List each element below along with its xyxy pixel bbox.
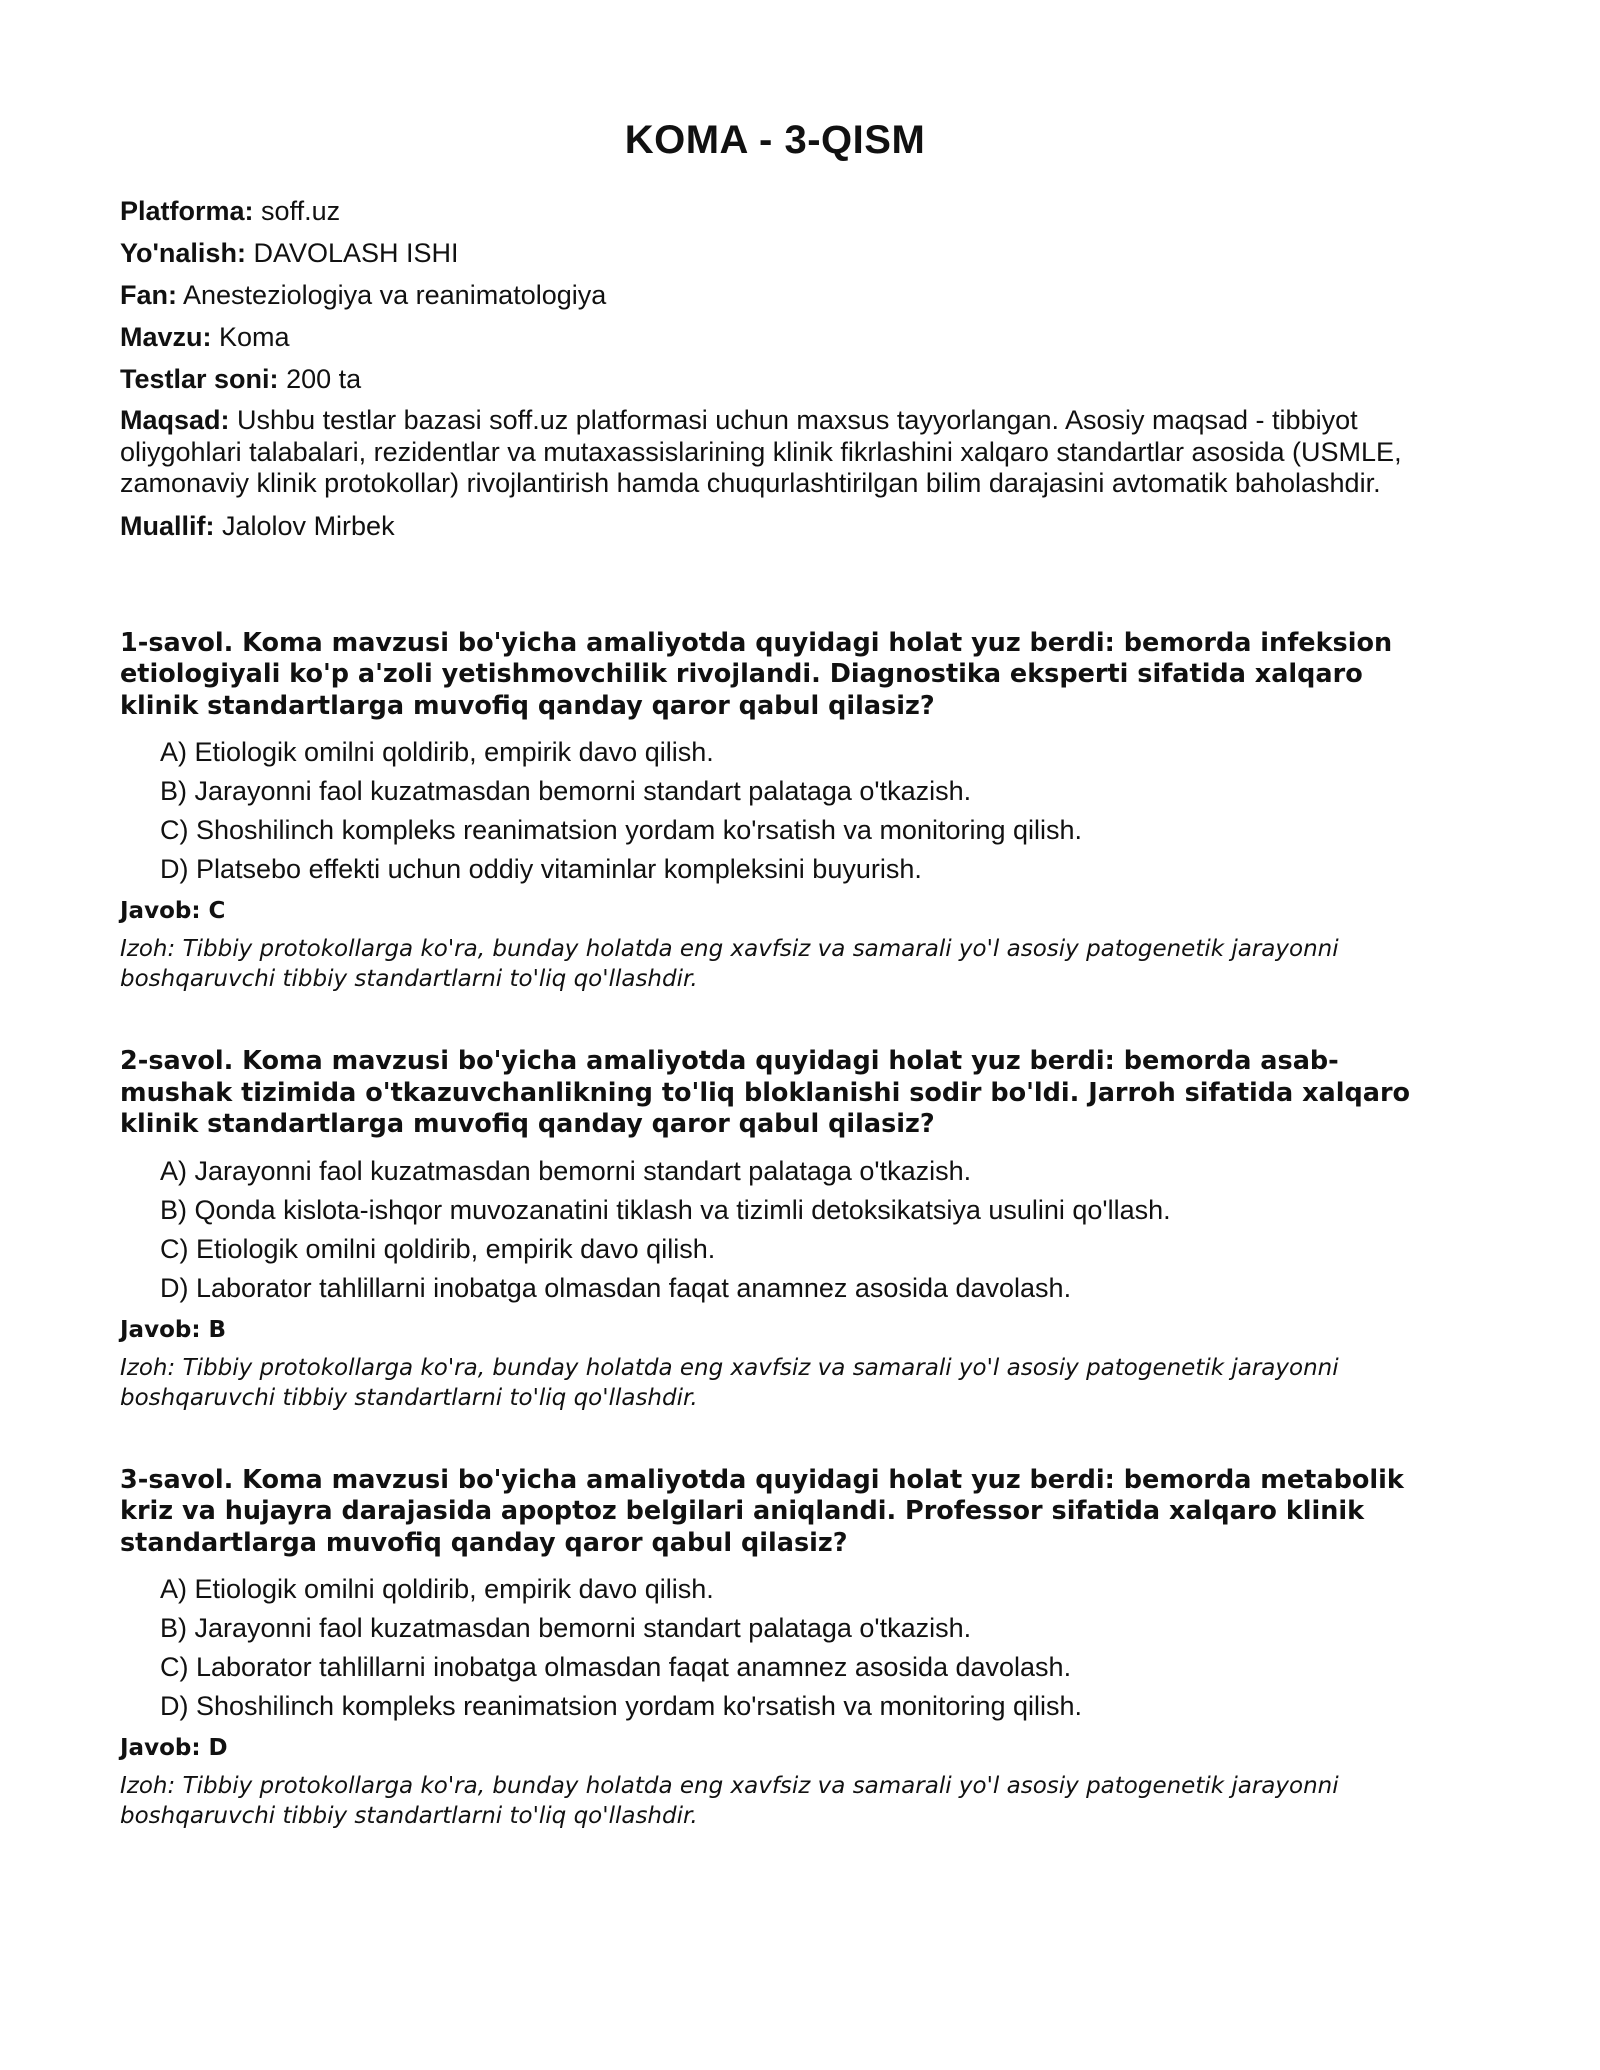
explanation-text: Izoh: Tibbiy protokollarga ko'ra, bunday holatda eng xavfsiz va samarali yo'l asosiy patogenetik jarayonni boshqaruvchi tibbiy standartlarni to'liq qo'llashdir. bbox=[120, 936, 1339, 992]
option-list bbox=[120, 736, 1430, 886]
meta-key: Mavzu: bbox=[120, 322, 212, 352]
option-b: B) Jarayonni faol kuzatmasdan bemorni standart palataga o'tkazish. bbox=[160, 1613, 972, 1643]
meta-value: soff.uz bbox=[261, 196, 341, 226]
answer-label: Javob: C bbox=[120, 898, 226, 924]
question-1 bbox=[120, 628, 1430, 995]
question-2 bbox=[120, 1046, 1430, 1413]
question-list bbox=[120, 628, 1430, 1832]
option-list bbox=[120, 1573, 1430, 1723]
option-list bbox=[120, 1155, 1430, 1305]
question-text: 2-savol. Koma mavzusi bo'yicha amaliyotda quyidagi holat yuz berdi: bemorda asab-mushak tizimida o'tkazuvchanlikning to'liq bloklanishi sodir bo'ldi. Jarroh sifatida xalqaro klinik standartlarga muvofiq qanday qaror qabul qilasiz? bbox=[120, 1046, 1411, 1139]
option-c: C) Shoshilinch kompleks reanimatsion yordam ko'rsatish va monitoring qilish. bbox=[160, 815, 1083, 845]
document-metadata bbox=[120, 195, 1430, 542]
answer-label: Javob: B bbox=[120, 1316, 227, 1343]
meta-mavzu bbox=[120, 321, 1430, 353]
option-d: D) Platsebo effekti uchun oddiy vitaminlar kompleksini buyurish. bbox=[160, 854, 922, 884]
question-3 bbox=[120, 1465, 1430, 1832]
meta-maqsad bbox=[120, 405, 1430, 500]
option-b: B) Jarayonni faol kuzatmasdan bemorni standart palataga o'tkazish. bbox=[160, 776, 972, 806]
page-title: KOMA - 3-QISM bbox=[624, 118, 926, 162]
option-a: A) Etiologik omilni qoldirib, empirik davo qilish. bbox=[160, 737, 714, 767]
meta-fan bbox=[120, 279, 1430, 311]
question-text: 3-savol. Koma mavzusi bo'yicha amaliyotda quyidagi holat yuz berdi: bemorda metabolik kriz va hujayra darajasida apoptoz belgilari aniqlandi. Professor sifatida xalqaro klinik standartlarga muvofiq qanday qaror qabul qilasiz? bbox=[120, 1464, 1404, 1558]
option-a: A) Etiologik omilni qoldirib, empirik davo qilish. bbox=[160, 1574, 714, 1604]
explanation-text: Izoh: Tibbiy protokollarga ko'ra, bunday holatda eng xavfsiz va samarali yo'l asosiy patogenetik jarayonni boshqaruvchi tibbiy standartlarni to'liq qo'llashdir. bbox=[120, 1773, 1339, 1829]
option-c: C) Laborator tahlillarni inobatga olmasdan faqat anamnez asosida davolash. bbox=[160, 1652, 1072, 1682]
meta-value: Ushbu testlar bazasi soff.uz platformasi uchun maxsus tayyorlangan. Asosiy maqsad - tibbiyot oliygohlari talabalari, rezidentlar va mutaxassislarining klinik fikrlashini xalqaro standartlar asosida (USMLE, zamonaviy klinik protokollar) rivojlantirish hamda chuqurlashtirilgan bilim darajasini avtomatik baholashdir. bbox=[120, 405, 1402, 498]
explanation-text: Izoh: Tibbiy protokollarga ko'ra, bunday holatda eng xavfsiz va samarali yo'l asosiy patogenetik jarayonni boshqaruvchi tibbiy standartlarni to'liq qo'llashdir. bbox=[120, 1354, 1339, 1411]
question-text: 1-savol. Koma mavzusi bo'yicha amaliyotda quyidagi holat yuz berdi: bemorda infeksion etiologiyali ko'p a'zoli yetishmovchilik rivojlandi. Diagnostika eksperti sifatida xalqaro klinik standartlarga muvofiq qanday qaror qabul qilasiz? bbox=[120, 627, 1393, 721]
meta-key: Fan: bbox=[120, 280, 177, 310]
meta-value: 200 ta bbox=[286, 364, 362, 394]
meta-value: DAVOLASH ISHI bbox=[253, 238, 459, 268]
meta-key: Platforma: bbox=[120, 196, 254, 226]
meta-value: Koma bbox=[219, 322, 290, 352]
meta-platforma bbox=[120, 195, 1430, 227]
option-d: D) Laborator tahlillarni inobatga olmasdan faqat anamnez asosida davolash. bbox=[160, 1272, 1072, 1303]
meta-key: Maqsad: bbox=[120, 405, 230, 435]
meta-muallif bbox=[120, 510, 1430, 542]
document-page bbox=[120, 118, 1430, 1883]
meta-yonalish bbox=[120, 237, 1430, 269]
answer-label: Javob: D bbox=[120, 1735, 228, 1761]
meta-key: Muallif: bbox=[120, 510, 215, 541]
option-c: C) Etiologik omilni qoldirib, empirik davo qilish. bbox=[160, 1233, 716, 1264]
meta-value: Anesteziologiya va reanimatologiya bbox=[183, 280, 607, 310]
option-b: B) Qonda kislota-ishqor muvozanatini tiklash va tizimli detoksikatsiya usulini qo'llash. bbox=[160, 1194, 1171, 1225]
meta-key: Yo'nalish: bbox=[120, 238, 246, 268]
meta-value: Jalolov Mirbek bbox=[222, 510, 395, 541]
meta-testlar-soni bbox=[120, 363, 1430, 395]
meta-key: Testlar soni: bbox=[120, 364, 279, 394]
option-a: A) Jarayonni faol kuzatmasdan bemorni standart palataga o'tkazish. bbox=[160, 1155, 972, 1186]
option-d: D) Shoshilinch kompleks reanimatsion yordam ko'rsatish va monitoring qilish. bbox=[160, 1691, 1083, 1721]
